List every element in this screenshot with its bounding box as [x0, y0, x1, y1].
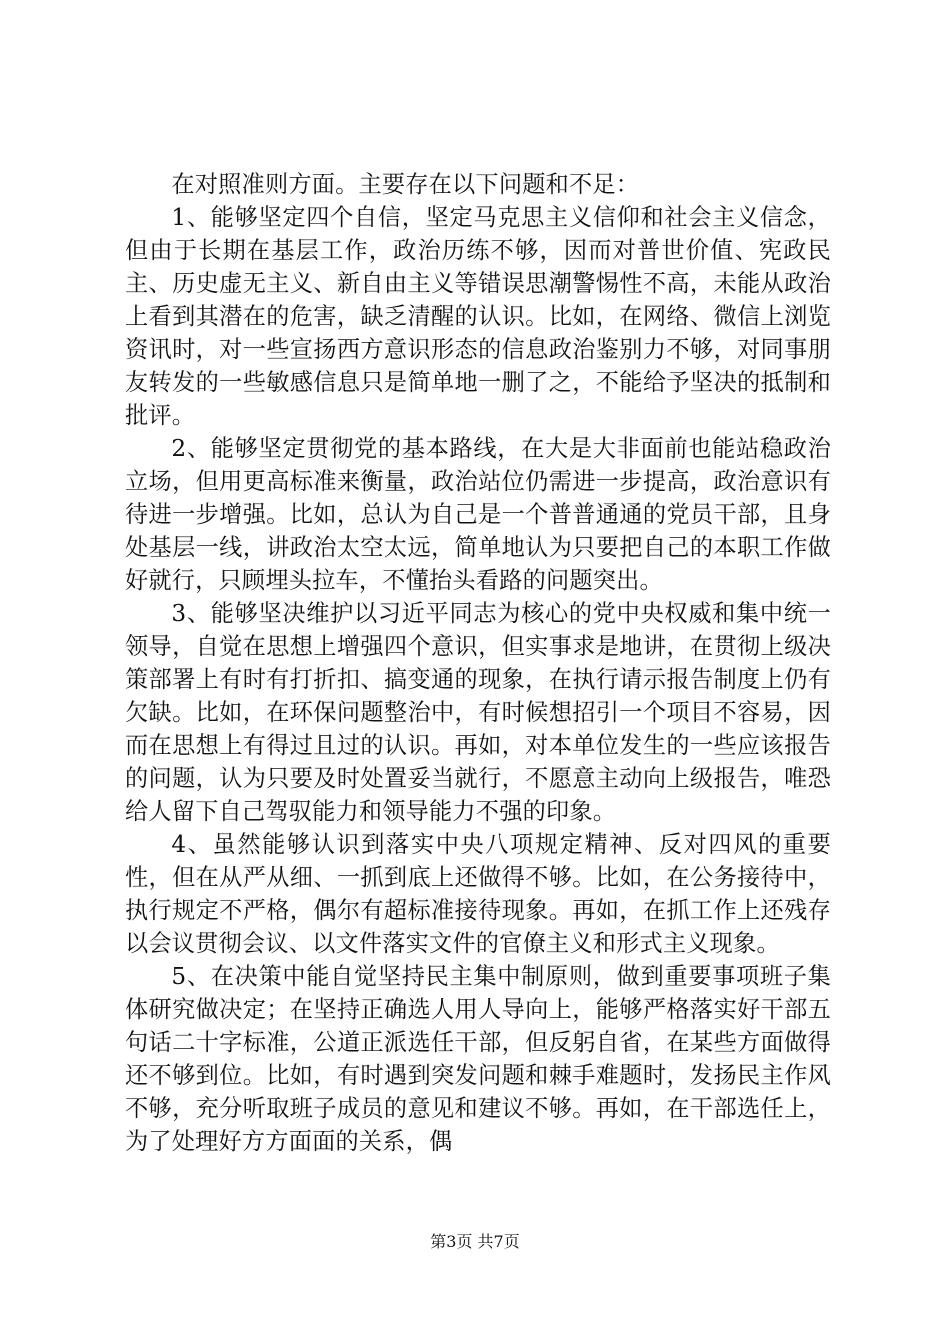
paragraph-item-4: 4、虽然能够认识到落实中央八项规定精神、反对四风的重要性，但在从严从细、一抓到底上还做得不够。比如，在公务接待中，执行规定不严格，偶尔有超标准接待现象。再如，在抓工作上还残存以会议贯彻会议、以文件落实文件的官僚主义和形式主义现象。: [125, 831, 831, 957]
paragraph-item-3: 3、能够坚决维护以习近平同志为核心的党中央权威和集中统一领导，自觉在思想上增强四个意识，但实事求是地讲，在贯彻上级决策部署上有时有打折扣、搞变通的现象，在执行请示报告制度上仍有欠缺。比如，在环保问题整治中，有时候想招引一个项目不容易，因而在思想上有得过且过的认识。再如，对本单位发生的一些应该报告的问题，认为只要及时处置妥当就行，不愿意主动向上级报告，唯恐给人留下自己驾驭能力和领导能力不强的印象。: [125, 600, 831, 825]
page-footer: [0, 1232, 950, 1252]
paragraph-item-1: 1、能够坚定四个自信，坚定马克思主义信仰和社会主义信念，但由于长期在基层工作，政治历练不够，因而对普世价值、宪政民主、历史虚无主义、新自由主义等错误思潮警惕性不高，未能从政治上看到其潜在的危害，缺乏清醒的认识。比如，在网络、微信上浏览资讯时，对一些宣扬西方意识形态的信息政治鉴别力不够，对同事朋友转发的一些敏感信息只是简单地一删了之，不能给予坚决的抵制和批评。: [125, 204, 831, 429]
paragraph-item-5: 5、在决策中能自觉坚持民主集中制原则，做到重要事项班子集体研究做决定；在坚持正确选人用人导向上，能够严格落实好干部五句话二十字标准，公道正派选任干部，但反躬自省，在某些方面做得还不够到位。比如，有时遇到突发问题和棘手难题时，发扬民主作风不够，充分听取班子成员的意见和建议不够。再如，在干部选任上，为了处理好方方面面的关系，偶: [125, 963, 831, 1155]
paragraph-intro: 在对照准则方面。主要存在以下问题和不足：: [171, 171, 640, 198]
document-body: [125, 168, 831, 1158]
paragraph-item-2: 2、能够坚定贯彻党的基本路线，在大是大非面前也能站稳政治立场，但用更高标准来衡量，政治站位仍需进一步提高，政治意识有待进一步增强。比如，总认为自己是一个普普通通的党员干部，且身处基层一线，讲政治太空太远，简单地认为只要把自己的本职工作做好就行，只顾埋头拉车，不懂抬头看路的问题突出。: [125, 435, 831, 594]
page-number-label: 第3页 共7页: [430, 1232, 520, 1251]
